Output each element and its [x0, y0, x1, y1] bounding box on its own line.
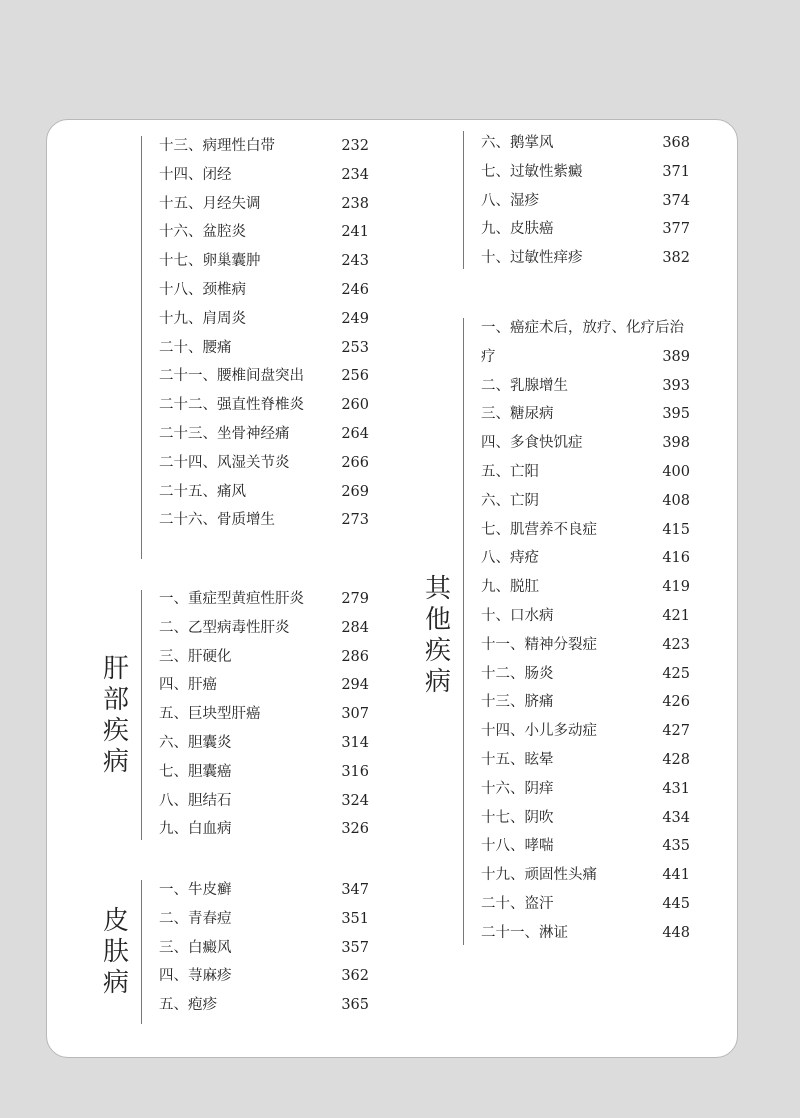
toc-entry-title: 七、过敏性紫癜 — [481, 163, 583, 180]
toc-list-liver — [159, 585, 369, 844]
toc-entry-page: 427 — [662, 723, 690, 740]
divider-liver — [141, 590, 142, 840]
toc-entry[interactable] — [159, 334, 369, 363]
toc-entry-title: 十七、阴吹 — [481, 809, 554, 826]
toc-entry[interactable] — [481, 215, 690, 244]
toc-entry-page: 398 — [662, 435, 690, 452]
divider-col1-top — [141, 136, 142, 559]
toc-entry-page: 253 — [341, 339, 369, 356]
toc-entry[interactable] — [159, 585, 369, 614]
divider-other — [463, 318, 464, 945]
toc-entry-page: 393 — [662, 377, 690, 394]
toc-entry-page: 362 — [341, 968, 369, 985]
toc-entry[interactable] — [159, 391, 369, 420]
toc-entry-title: 十七、卵巢囊肿 — [159, 253, 261, 270]
toc-entry-page: 326 — [341, 821, 369, 838]
toc-entry[interactable] — [481, 372, 690, 401]
toc-entry[interactable] — [481, 400, 690, 429]
toc-entry-title: 十八、哮喘 — [481, 838, 554, 855]
toc-entry-page: 284 — [341, 619, 369, 636]
toc-entry-title: 一、重症型黄疸性肝炎 — [159, 591, 304, 607]
toc-entry[interactable] — [159, 729, 369, 758]
toc-entry-title: 六、鹅掌风 — [481, 135, 554, 151]
toc-entry-page: 435 — [662, 838, 690, 855]
toc-entry[interactable] — [481, 187, 690, 216]
toc-entry[interactable] — [159, 247, 369, 276]
toc-entry-title: 二、乳腺增生 — [481, 377, 568, 394]
toc-entry-title: 十九、顽固性头痛 — [481, 867, 597, 884]
toc-entry[interactable] — [159, 161, 369, 190]
toc-entry-page: 416 — [662, 550, 690, 567]
toc-entry-title: 一、癌症术后，放疗、化疗后治疗 — [481, 320, 684, 365]
toc-entry-title: 三、肝硬化 — [159, 648, 232, 665]
toc-entry-title: 十、口水病 — [481, 607, 554, 624]
toc-entry-page: 279 — [341, 591, 369, 607]
toc-entry[interactable] — [159, 132, 369, 161]
toc-entry[interactable] — [481, 688, 690, 717]
toc-entry-title: 九、白血病 — [159, 821, 232, 838]
toc-entry-title: 一、牛皮癣 — [159, 882, 232, 898]
toc-entry-title: 三、白癜风 — [159, 939, 232, 956]
toc-entry-page: 243 — [341, 253, 369, 270]
toc-list-skin — [159, 876, 369, 1020]
section-title-liver: 肝 部 疾 病 — [102, 654, 129, 777]
toc-entry-title: 六、胆囊炎 — [159, 734, 232, 751]
toc-entry-title: 九、皮肤癌 — [481, 221, 554, 238]
toc-entry-title: 三、糖尿病 — [481, 406, 554, 423]
toc-entry-title: 九、脱肛 — [481, 579, 539, 596]
toc-entry[interactable] — [481, 244, 690, 273]
toc-entry-page: 371 — [662, 163, 690, 180]
toc-entry-page: 428 — [662, 751, 690, 768]
toc-entry-title: 二十六、骨质增生 — [159, 512, 275, 529]
toc-entry[interactable] — [481, 631, 690, 660]
toc-entry-page: 357 — [341, 939, 369, 956]
toc-entry-page: 294 — [341, 677, 369, 694]
toc-entry-title: 十八、颈椎病 — [159, 281, 246, 298]
toc-entry[interactable] — [159, 190, 369, 219]
toc-entry-title: 四、多食快饥症 — [481, 435, 583, 452]
toc-entry-title: 五、巨块型肝癌 — [159, 706, 261, 723]
toc-entry-page: 307 — [341, 706, 369, 723]
toc-entry[interactable] — [481, 573, 690, 602]
toc-entry-title: 七、肌营养不良症 — [481, 521, 597, 538]
toc-entry-page: 425 — [662, 665, 690, 682]
toc-entry-title: 二十、腰痛 — [159, 339, 232, 356]
toc-list-col1-top — [159, 132, 369, 535]
toc-entry-page: 314 — [341, 734, 369, 751]
toc-entry[interactable] — [159, 643, 369, 672]
toc-entry[interactable] — [159, 449, 369, 478]
toc-entry[interactable] — [481, 429, 690, 458]
toc-entry-page: 316 — [341, 763, 369, 780]
toc-entry-title: 二十五、痛风 — [159, 483, 246, 500]
toc-entry-page: 441 — [662, 867, 690, 884]
toc-entry[interactable] — [481, 458, 690, 487]
toc-entry[interactable] — [159, 276, 369, 305]
toc-entry[interactable] — [481, 314, 690, 372]
toc-entry-page: 365 — [341, 997, 369, 1014]
toc-entry-page: 423 — [662, 636, 690, 653]
toc-entry-title: 十五、眩晕 — [481, 751, 554, 768]
toc-entry[interactable] — [481, 602, 690, 631]
toc-entry-title: 二十一、淋证 — [481, 924, 568, 941]
toc-entry[interactable] — [159, 218, 369, 247]
toc-entry[interactable] — [481, 804, 690, 833]
toc-entry-page: 324 — [341, 792, 369, 809]
toc-entry[interactable] — [481, 544, 690, 573]
toc-entry-title: 八、胆结石 — [159, 792, 232, 809]
toc-entry-page: 246 — [341, 281, 369, 298]
toc-entry[interactable] — [159, 700, 369, 729]
toc-entry-page: 434 — [662, 809, 690, 826]
toc-entry[interactable] — [481, 861, 690, 890]
toc-entry[interactable] — [159, 962, 369, 991]
toc-entry-title: 十四、闭经 — [159, 166, 232, 183]
toc-entry[interactable] — [481, 717, 690, 746]
toc-entry-title: 二十三、坐骨神经痛 — [159, 425, 290, 442]
toc-entry-title: 二、青春痘 — [159, 910, 232, 927]
toc-entry-title: 十九、肩周炎 — [159, 310, 246, 327]
toc-entry[interactable] — [159, 934, 369, 963]
toc-entry-page: 382 — [662, 250, 690, 267]
toc-entry-page: 408 — [662, 492, 690, 509]
toc-entry-title: 四、荨麻疹 — [159, 968, 232, 985]
toc-entry-page: 347 — [341, 882, 369, 898]
section-title-skin: 皮 肤 病 — [102, 906, 129, 998]
toc-entry-page: 286 — [341, 648, 369, 665]
toc-entry[interactable] — [159, 905, 369, 934]
toc-entry-page: 421 — [662, 607, 690, 624]
toc-entry-title: 二十一、腰椎间盘突出 — [159, 368, 304, 385]
toc-entry-title: 二十四、风湿关节炎 — [159, 454, 290, 471]
toc-entry-title: 四、肝癌 — [159, 677, 217, 694]
toc-entry-page: 374 — [662, 192, 690, 209]
toc-entry[interactable] — [481, 487, 690, 516]
toc-entry[interactable] — [159, 876, 369, 905]
toc-entry-page: 368 — [662, 135, 690, 151]
toc-entry-page: 448 — [662, 924, 690, 941]
toc-entry-title: 十、过敏性痒疹 — [481, 250, 583, 267]
toc-entry-page: 238 — [341, 195, 369, 212]
toc-entry-title: 十四、小儿多动症 — [481, 723, 597, 740]
toc-entry[interactable] — [159, 815, 369, 844]
toc-entry[interactable] — [159, 362, 369, 391]
toc-entry[interactable] — [481, 660, 690, 689]
toc-entry-page: 266 — [341, 454, 369, 471]
toc-entry[interactable] — [481, 919, 690, 948]
toc-entry[interactable] — [159, 614, 369, 643]
toc-entry[interactable] — [159, 758, 369, 787]
toc-entry[interactable] — [159, 506, 369, 535]
toc-entry-page: 264 — [341, 425, 369, 442]
toc-entry-page: 415 — [662, 521, 690, 538]
toc-entry[interactable] — [481, 158, 690, 187]
toc-entry-title: 十三、脐痛 — [481, 694, 554, 711]
toc-entry-page: 395 — [662, 406, 690, 423]
toc-entry-page: 273 — [341, 512, 369, 529]
divider-col2-top — [463, 131, 464, 269]
toc-entry[interactable] — [481, 832, 690, 861]
toc-entry-title: 十五、月经失调 — [159, 195, 261, 212]
toc-entry-page: 269 — [341, 483, 369, 500]
toc-entry-page: 445 — [662, 895, 690, 912]
toc-entry-page: 377 — [662, 221, 690, 238]
toc-entry-page: 256 — [341, 368, 369, 385]
toc-entry-page: 426 — [662, 694, 690, 711]
section-title-other: 其 他 疾 病 — [424, 574, 451, 697]
toc-entry[interactable] — [159, 420, 369, 449]
toc-entry-page: 232 — [341, 138, 369, 154]
toc-list-other — [481, 314, 690, 948]
toc-entry[interactable] — [481, 129, 690, 158]
toc-entry[interactable] — [159, 787, 369, 816]
toc-entry-title: 五、疱疹 — [159, 997, 217, 1014]
toc-entry-page: 431 — [662, 780, 690, 797]
toc-entry[interactable] — [481, 746, 690, 775]
toc-entry-page: 419 — [662, 579, 690, 596]
toc-entry[interactable] — [481, 890, 690, 919]
toc-entry[interactable] — [159, 671, 369, 700]
toc-entry[interactable] — [159, 991, 369, 1020]
toc-entry-title: 七、胆囊癌 — [159, 763, 232, 780]
toc-entry-title: 二十、盗汗 — [481, 895, 554, 912]
toc-entry-title: 十六、阴痒 — [481, 780, 554, 797]
toc-entry-title: 六、亡阴 — [481, 492, 539, 509]
toc-list-col2-top — [481, 129, 690, 273]
toc-entry-title: 十三、病理性白带 — [159, 138, 275, 154]
toc-entry-page: 260 — [341, 397, 369, 414]
toc-entry-title: 十一、精神分裂症 — [481, 636, 597, 653]
toc-entry-page: 234 — [341, 166, 369, 183]
divider-skin — [141, 880, 142, 1024]
toc-entry-title: 十二、肠炎 — [481, 665, 554, 682]
toc-entry-title: 二十二、强直性脊椎炎 — [159, 397, 304, 414]
toc-entry-page: 389 — [662, 348, 690, 365]
toc-entry-title: 八、痔疮 — [481, 550, 539, 567]
toc-entry-page: 241 — [341, 224, 369, 241]
toc-entry[interactable] — [159, 305, 369, 334]
toc-entry[interactable] — [159, 478, 369, 507]
toc-entry-title: 五、亡阳 — [481, 463, 539, 480]
toc-entry-title: 二、乙型病毒性肝炎 — [159, 619, 290, 636]
toc-entry-title: 十六、盆腔炎 — [159, 224, 246, 241]
toc-entry[interactable] — [481, 775, 690, 804]
toc-entry-page: 400 — [662, 463, 690, 480]
toc-entry-title: 八、湿疹 — [481, 192, 539, 209]
toc-entry-page: 351 — [341, 910, 369, 927]
toc-entry-page: 249 — [341, 310, 369, 327]
toc-entry[interactable] — [481, 516, 690, 545]
